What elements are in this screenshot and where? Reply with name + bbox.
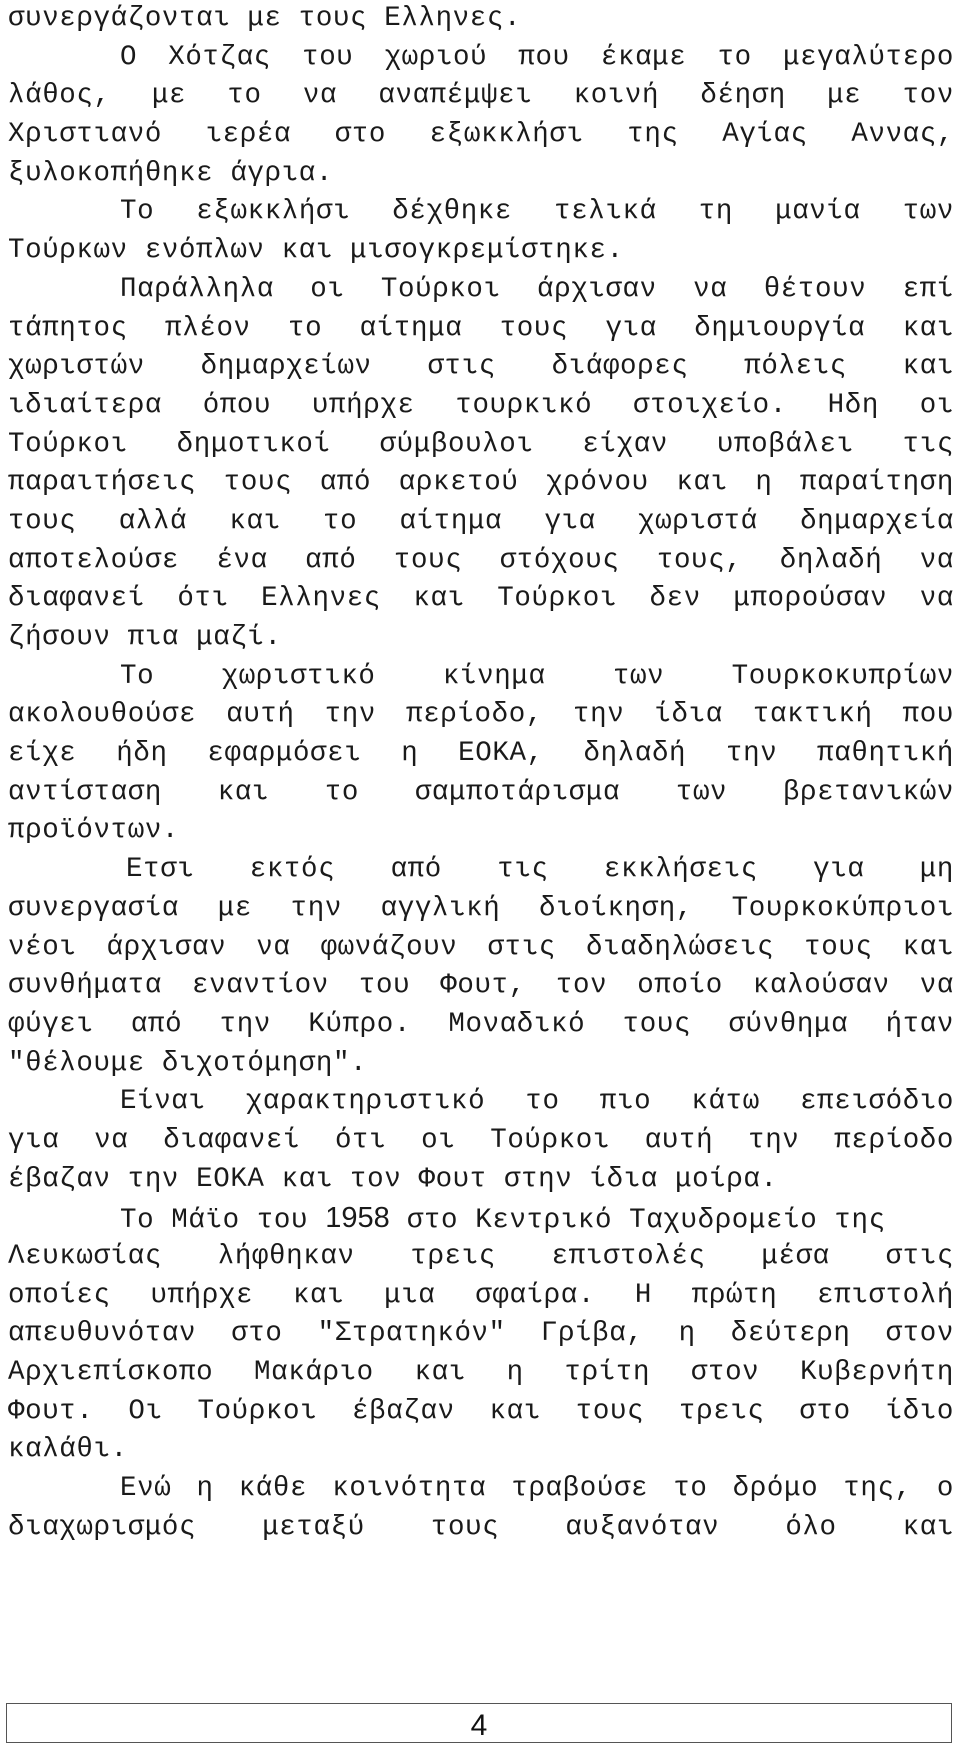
text-line: Τούρκων ενόπλων και μισογκρεμίστηκε. <box>8 235 624 267</box>
text-line: συνεργάζονται με τους Ελληνες. <box>8 3 522 34</box>
text-fragment: Το Μάϊο του <box>120 1205 326 1237</box>
text-line: συνεργασία με την αγγλική διοίκηση, Τουρκοκύπριοι <box>8 892 954 924</box>
text-line: συνθήματα εναντίον του Φουτ, τον οποίο καλούσαν να <box>8 970 954 1002</box>
text-line: διαχωρισμός μεταξύ τους αυξανόταν όλο και <box>8 1511 954 1543</box>
year-text: 1958 <box>325 1202 390 1235</box>
text-line: έβαζαν την ΕΟΚΑ και τον Φουτ στην ίδια μοίρα. <box>8 1163 778 1195</box>
text-line: Φουτ. Οι Τούρκοι έβαζαν και τους τρεις στο ίδιο <box>8 1395 954 1427</box>
text-line: τάπητος πλέον το αίτημα τους για δημιουργία και <box>8 312 954 344</box>
text-line: Αρχιεπίσκοπο Μακάριο και η τρίτη στον Κυβερνήτη <box>8 1357 954 1389</box>
text-line: "θέλουμε διχοτόμηση". <box>8 1047 368 1079</box>
text-line: παραιτήσεις τους από αρκετού χρόνου και η παραίτηση <box>8 467 954 499</box>
text-line: ακολουθούσε αυτή την περίοδο, την ίδια τακτική που <box>8 699 954 731</box>
text-line: Ο Χότζας του χωριού που έκαμε το μεγαλύτερο <box>120 41 954 73</box>
text-line: για να διαφανεί ότι οι Τούρκοι αυτή την περίοδο <box>8 1124 954 1156</box>
text-line: Είναι χαρακτηριστικό το πιο κάτω επεισόδιο <box>120 1086 954 1118</box>
text-line: ζήσουν πια μαζί. <box>8 622 282 653</box>
text-line: Χριστιανό ιερέα στο εξωκκλήσι της Αγίας Αννας, <box>8 119 954 151</box>
document-body <box>8 0 954 1548</box>
page-footer <box>6 1703 952 1743</box>
text-line: νέοι άρχισαν να φωνάζουν στις διαδηλώσεις τους και <box>8 931 954 963</box>
text-line: ξυλοκοπήθηκε άγρια. <box>8 157 333 189</box>
text-line: Ετσι εκτός από τις εκκλήσεις για μη <box>126 854 954 886</box>
text-line: αντίσταση και το σαμποτάρισμα των βρετανικών <box>8 776 954 808</box>
text-line: Τούρκοι δημοτικοί σύμβουλοι είχαν υποβάλει τις <box>8 428 954 460</box>
text-fragment: στο Κεντρικό Ταχυδρομείο της <box>389 1205 886 1237</box>
text-line: διαφανεί ότι Ελληνες και Τούρκοι δεν μπορούσαν να <box>8 583 954 615</box>
text-line: τους αλλά και το αίτημα για χωριστά δημαρχεία <box>8 505 954 537</box>
text-line: οποίες υπήρχε και μια σφαίρα. Η πρώτη επιστολή <box>8 1279 954 1311</box>
text-line: Παράλληλα οι Τούρκοι άρχισαν να θέτουν επί <box>120 273 954 305</box>
text-line: είχε ήδη εφαρμόσει η ΕΟΚΑ, δηλαδή την παθητική <box>8 738 954 770</box>
text-line: απευθυνόταν στο "Στρατηκόν" Γρίβα, η δεύτερη στον <box>8 1318 954 1350</box>
text-line-with-year <box>8 1199 954 1238</box>
text-line: Λευκωσίας λήφθηκαν τρεις επιστολές μέσα στις <box>8 1241 954 1272</box>
text-line: Ενώ η κάθε κοινότητα τραβούσε το δρόμο της, ο <box>120 1473 954 1505</box>
text-line: Το χωριστικό κίνημα των Τουρκοκυπρίων <box>120 660 954 692</box>
page-number: 4 <box>470 1709 488 1742</box>
text-line: λάθος, με το να αναπέμψει κοινή δέηση με τον <box>8 80 954 112</box>
text-line: προϊόντων. <box>8 815 180 847</box>
text-line: Το εξωκκλήσι δέχθηκε τελικά τη μανία των <box>120 196 954 228</box>
text-line: χωριστών δημαρχείων στις διάφορες πόλεις και <box>8 351 954 383</box>
text-line: φύγει από την Κύπρο. Μοναδικό τους σύνθημα ήταν <box>8 1008 954 1040</box>
text-line: αποτελούσε ένα από τους στόχους τους, δηλαδή να <box>8 544 954 576</box>
text-line: καλάθι. <box>8 1434 128 1466</box>
text-line: ιδιαίτερα όπου υπήρχε τουρκικό στοιχείο. Ηδη οι <box>8 389 954 421</box>
